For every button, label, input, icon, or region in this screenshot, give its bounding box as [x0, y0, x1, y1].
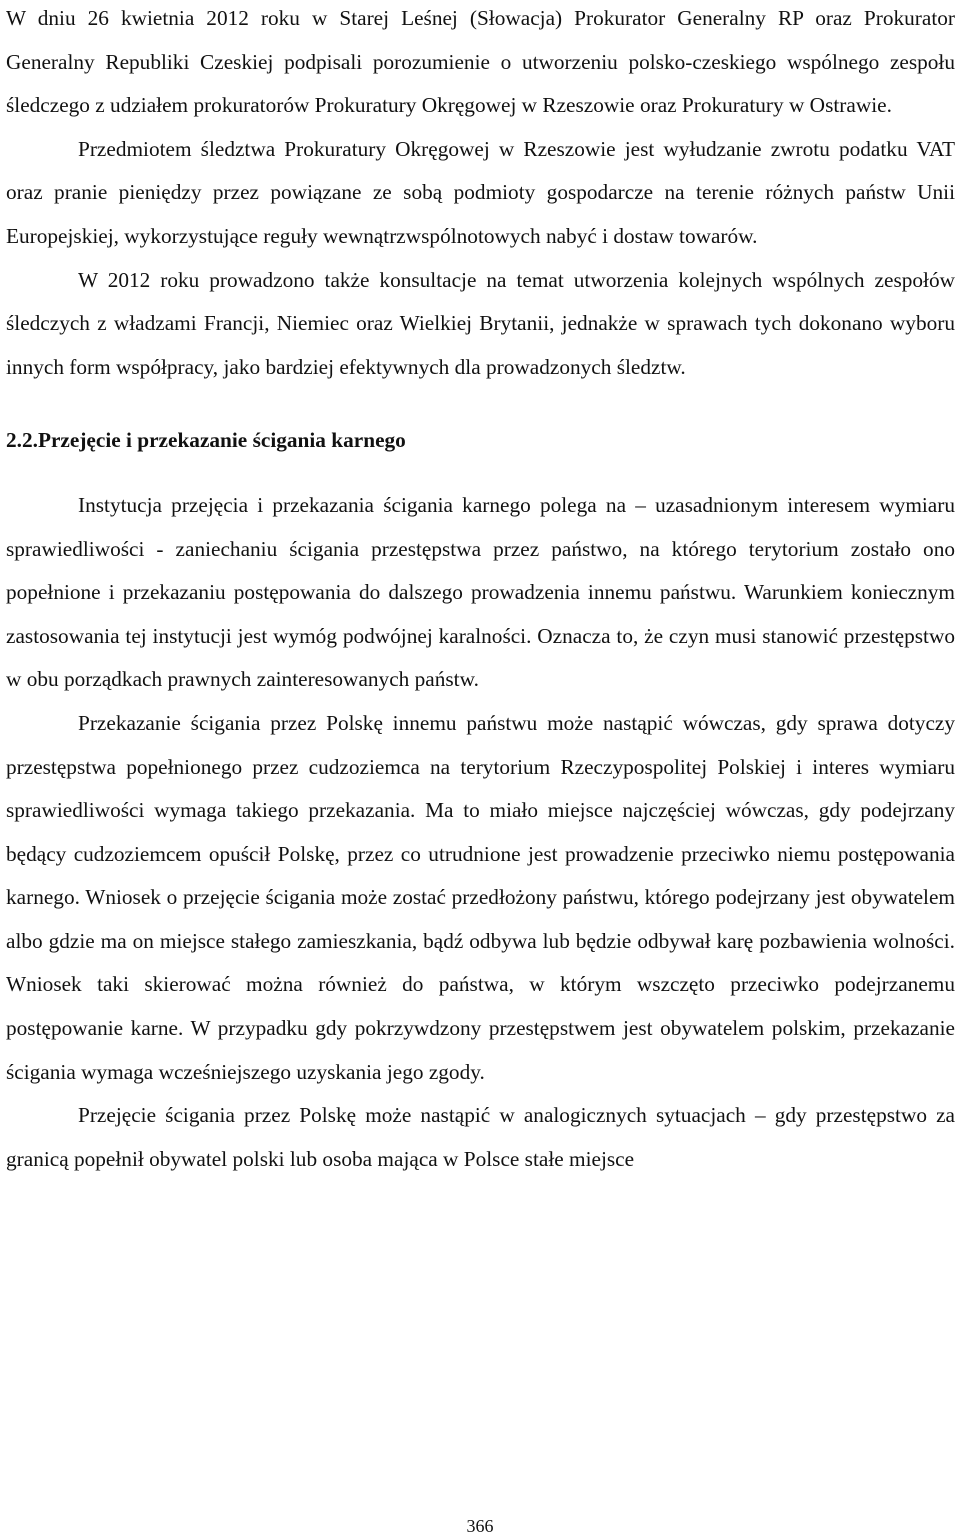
paragraph-przedmiot-sledztwa: Przedmiotem śledztwa Prokuratury Okręgowej w Rzeszowie jest wyłudzanie zwrotu podatku VAT oraz pranie pieniędzy przez powiązane ze sobą podmioty gospodarcze na terenie różnych państw Unii Europejskiej, wykorzystujące reguły wewnątrzwspólnotowych nabyć i dostaw towarów. [6, 136, 955, 248]
page-number: 366 [466, 1516, 494, 1536]
paragraph-przejecie-scigania: Przejęcie ścigania przez Polskę może nastąpić w analogicznych sytuacjach – gdy przestępstwo za granicą popełnił obywatel polski lub osoba mająca w Polsce stałe miejsce [6, 1103, 955, 1171]
paragraph-konsultacje-2012: W 2012 roku prowadzono także konsultacje na temat utworzenia kolejnych wspólnych zespołów śledczych z władzami Francji, Niemiec oraz Wielkiej Brytanii, jednakże w sprawach tych dokonano wyboru innych form współpracy, jako bardziej efektywnych dla prowadzonych śledztw. [6, 267, 955, 379]
section-heading [6, 419, 955, 463]
paragraph-instytucja: Instytucja przejęcia i przekazania ścigania karnego polega na – uzasadnionym interesem wymiaru sprawiedliwości - zaniechaniu ścigania przestępstwa przez państwo, na którego terytorium zostało ono popełnione i przekazaniu postępowania do dalszego prowadzenia innemu państwu. Warunkiem koniecznym zastosowania tej instytucji jest wymóg podwójnej karalności. Oznacza to, że czyn musi stanowić przestępstwo w obu porządkach prawnych zainteresowanych państw. [6, 492, 955, 692]
section-number: 2.2. [6, 428, 38, 453]
document-page [6, 0, 955, 1181]
section-title: Przejęcie i przekazanie ścigania karnego [37, 428, 406, 453]
paragraph-zespol-polsko-czeski: W dniu 26 kwietnia 2012 roku w Starej Leśnej (Słowacja) Prokurator Generalny RP oraz Prokurator Generalny Republiki Czeskiej podpisali porozumienie o utworzeniu polsko-czeskiego wspólnego zespołu śledczego z udziałem prokuratorów Prokuratury Okręgowej w Rzeszowie oraz Prokuratury w Ostrawie. [6, 6, 955, 118]
paragraph-przekazanie-scigania: Przekazanie ścigania przez Polskę innemu państwu może nastąpić wówczas, gdy sprawa dotyczy przestępstwa popełnionego przez cudzoziemca na terytorium Rzeczypospolitej Polskiej i interes wymiaru sprawiedliwości wymaga takiego przekazania. Ma to miało miejsce najczęściej wówczas, gdy podejrzany będący cudzoziemcem opuścił Polskę, przez co utrudnione jest prowadzenie przeciwko niemu postępowania karnego. Wniosek o przejęcie ścigania może zostać przedłożony państwu, którego podejrzany jest obywatelem albo gdzie ma on miejsce stałego zamieszkania, bądź odbywa lub będzie odbywał karę pozbawienia wolności. Wniosek taki skierować można również do państwa, w którym wszczęto przeciwko podejrzanemu postępowanie karne. W przypadku gdy pokrzywdzony przestępstwem jest obywatelem polskim, przekazanie ścigania wymaga wcześniejszego uzyskania jego zgody. [6, 710, 955, 1084]
heading-spacer [6, 463, 955, 484]
